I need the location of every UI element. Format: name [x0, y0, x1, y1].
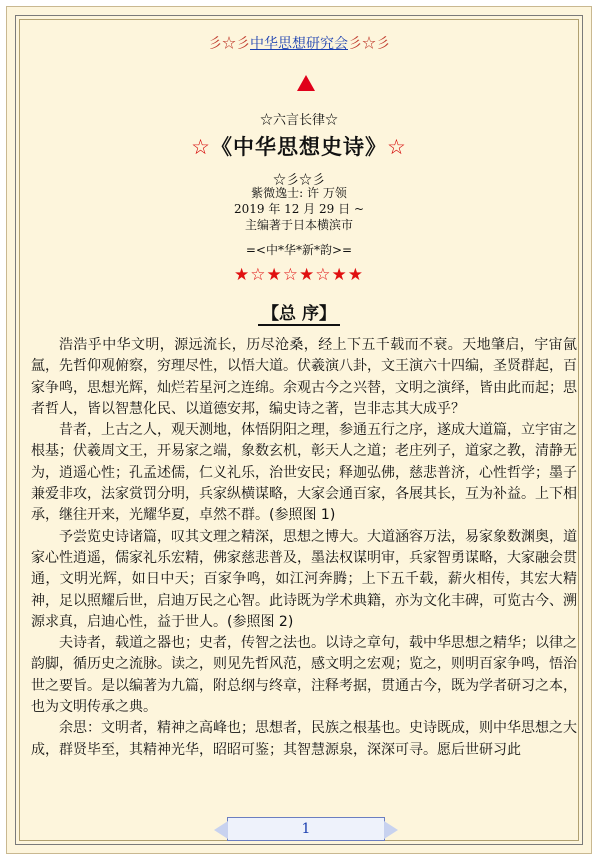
red-triangle-icon: [297, 75, 315, 91]
page-number-ribbon: [227, 817, 385, 841]
author-location: 主编著于日本横滨市: [244, 218, 353, 232]
star-row: ★☆★☆★☆★★: [234, 265, 364, 285]
section-title: [7, 299, 591, 324]
title-text: 《中华思想史诗》: [211, 134, 387, 159]
paragraph: 浩浩乎中华文明，源远流长，历尽沧桑，经上下五千载而不衰。天地肇启，宇宙氤氲，先哲仰观俯察，穷理尽性，以悟大道。伏羲演八卦，文王演六十四编，圣贤群起，百家争鸣，思想光辉，灿烂若星河之连绵。余观古今之兴替，文明之演绎，皆由此而起；思者哲人，皆以智慧化民、以道德安邦，编史诗之著，岂非志其大成乎？: [31, 337, 577, 417]
page-footer: [7, 817, 591, 843]
star-icon-right: ☆: [387, 135, 407, 159]
document-page: [6, 6, 592, 854]
paragraph: 予尝览史诗诸篇，叹其文理之精深，思想之博大。大道涵容万法，易家象数渊奥，道家心性逍遥，儒家礼乐宏精，佛家慈悲普及，墨法权谋明审，兵家智勇谋略，大家融会贯通，文明光辉，如日中天；百家争鸣，如江河奔腾；上下五千载，薪火相传，其宏大精神，足以照耀后世，启迪万民之心智。此诗既为学术典籍，亦为文化丰碑，可览古今、溯源求真，启迪心性，益于世人。(参照图 2): [31, 528, 577, 630]
rhyme-motto: =<中*华*新*韵>=: [245, 243, 353, 257]
author-block: [7, 185, 591, 233]
paragraph: 昔者，上古之人，观天测地，体悟阴阳之理，参通五行之序，遂成大道篇，立宇宙之根基；伏羲周文王，开易家之端，象数玄机，彰天人之道；老庄列子，道家之教，清静无为，逍遥心性；孔孟述儒，仁义礼乐，治世安民；释迦弘佛，慈悲普济，心性哲学；墨子兼爱非攻，法家赏罚分明，兵家纵横谋略，大家会通百家，各展其长，互为补益。上下相承，继往开来，光耀华夏，卓然不群。(参照图 1): [31, 422, 577, 524]
decorative-symbols: ☆彡☆彡: [272, 173, 325, 188]
preface-body: [31, 335, 577, 761]
poem-genre: ☆六言长律☆: [259, 113, 338, 128]
star-icon-left: ☆: [191, 135, 211, 159]
author-name: 紫微逸士: 许 万领: [251, 186, 347, 200]
paragraph: 余思：文明者，精神之高峰也；思想者，民族之根基也。史诗既成，则中华思想之大成，群贤毕至，其精神光华，昭昭可鉴；其智慧源泉，深深可寻。愿后世研习此: [31, 720, 577, 758]
paragraph: 夫诗者，载道之器也；史者，传智之法也。以诗之章句，载中华思想之精华；以律之韵脚，循历史之流脉。读之，则见先哲风范，感文明之宏观；览之，则明百家争鸣，悟治世之要旨。是以编著为九篇，附总纲与终章，注释考据，贯通古今，既为学者研习之本，也为文明传承之典。: [31, 635, 577, 716]
society-header: [7, 33, 591, 53]
page-number: 1: [301, 821, 311, 837]
society-link[interactable]: 中华思想研究会: [250, 36, 348, 52]
page-title: [7, 131, 591, 161]
header-prefix: 彡☆彡: [208, 36, 250, 52]
section-title-text: 【总 序】: [258, 304, 340, 326]
header-suffix: 彡☆彡: [348, 36, 390, 52]
author-date: 2019 年 12 月 29 日 ~: [233, 202, 365, 216]
